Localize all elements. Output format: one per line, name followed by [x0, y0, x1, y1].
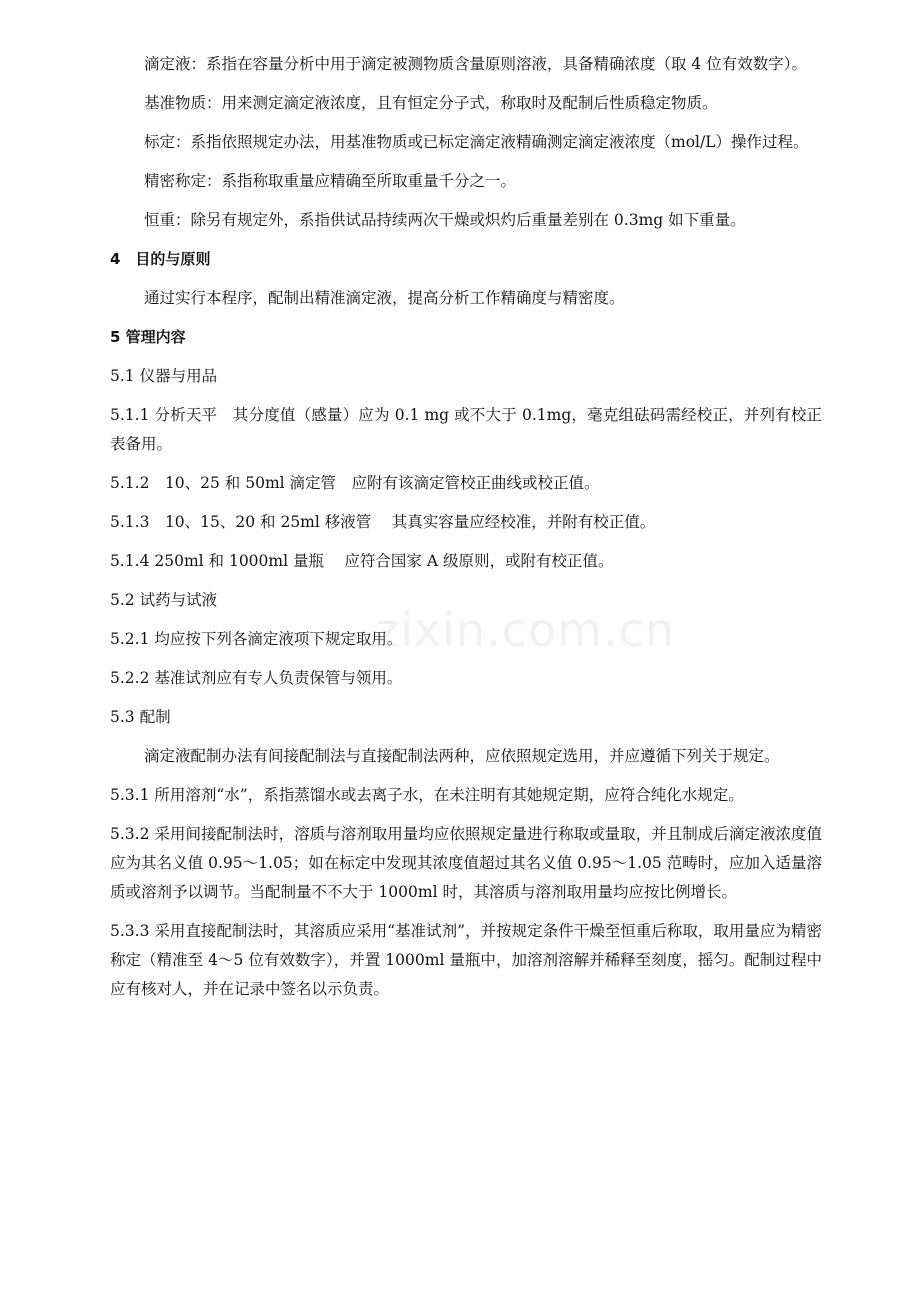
section-5-2-heading: 5.2 试药与试液 — [110, 591, 218, 609]
section-5-3-heading: 5.3 配制 — [110, 708, 171, 726]
definition-standardization: 标定：系指依照规定办法，用基准物质或已标定滴定液精确测定滴定液浓度（mol/L）操作过程。 — [144, 133, 809, 151]
section-5-3-1: 5.3.1 所用溶剂“水”，系指蒸馏水或去离子水，在未注明有其她规定期，应符合纯化水规定。 — [110, 786, 744, 804]
definition-constant-weight: 恒重：除另有规定外，系指供试品持续两次干燥或炽灼后重量差别在 0.3mg 如下重量。 — [144, 211, 746, 229]
document-body — [110, 50, 822, 1014]
section-5-1-4: 5.1.4 250ml 和 1000ml 量瓶 应符合国家 A 级原则，或附有校正值。 — [110, 552, 614, 570]
section-5-2-1: 5.2.1 均应按下列各滴定液项下规定取用。 — [110, 630, 403, 648]
definition-primary-standard: 基准物质：用来测定滴定液浓度，且有恒定分子式，称取时及配制后性质稳定物质。 — [144, 94, 718, 112]
section-4-text: 通过实行本程序，配制出精准滴定液，提高分析工作精确度与精密度。 — [144, 289, 625, 307]
section-5-1-heading: 5.1 仪器与用品 — [110, 367, 218, 385]
definition-precise-weighing: 精密称定：系指称取重量应精确至所取重量千分之一。 — [144, 172, 517, 190]
section-5-3-2: 5.3.2 采用间接配制法时，溶质与溶剂取用量均应依照规定量进行称取或量取，并且制成后滴定液浓度值应为其名义值 0.95～1.05；如在标定中发现其浓度值超过其名义值 0.95～1.05 范畴时，应加入适量溶质或溶剂予以调节。当配制量不不大于 1000ml 时，其溶质与溶剂取用量均应按比例增长。 — [110, 825, 822, 901]
section-5-1-1: 5.1.1 分析天平 其分度值（感量）应为 0.1 mg 或不大于 0.1mg，毫克组砝码需经校正，并列有校正表备用。 — [110, 406, 822, 453]
watermark: zixin.com.cn — [375, 603, 676, 657]
section-5-1-2: 5.1.2 10、25 和 50ml 滴定管 应附有该滴定管校正曲线或校正值。 — [110, 474, 600, 492]
section-5-heading: 5 管理内容 — [110, 328, 186, 346]
section-5-1-3: 5.1.3 10、15、20 和 25ml 移液管 其真实容量应经校准，并附有校正值。 — [110, 513, 656, 531]
section-5-3-3: 5.3.3 采用直接配制法时，其溶质应采用“基准试剂”，并按规定条件干燥至恒重后称取，取用量应为精密称定（精准至 4～5 位有效数字），并置 1000ml 量瓶中，加溶剂溶解并稀释至刻度，摇匀。配制过程中应有核对人，并在记录中签名以示负责。 — [110, 922, 822, 998]
section-5-2-2: 5.2.2 基准试剂应有专人负责保管与领用。 — [110, 669, 403, 687]
section-5-3-intro: 滴定液配制办法有间接配制法与直接配制法两种，应依照规定选用，并应遵循下列关于规定。 — [144, 747, 780, 765]
section-4-heading: 4 目的与原则 — [110, 250, 211, 268]
definition-titrant: 滴定液：系指在容量分析中用于滴定被测物质含量原则溶液，具备精确浓度（取 4 位有效数字）。 — [144, 55, 807, 73]
